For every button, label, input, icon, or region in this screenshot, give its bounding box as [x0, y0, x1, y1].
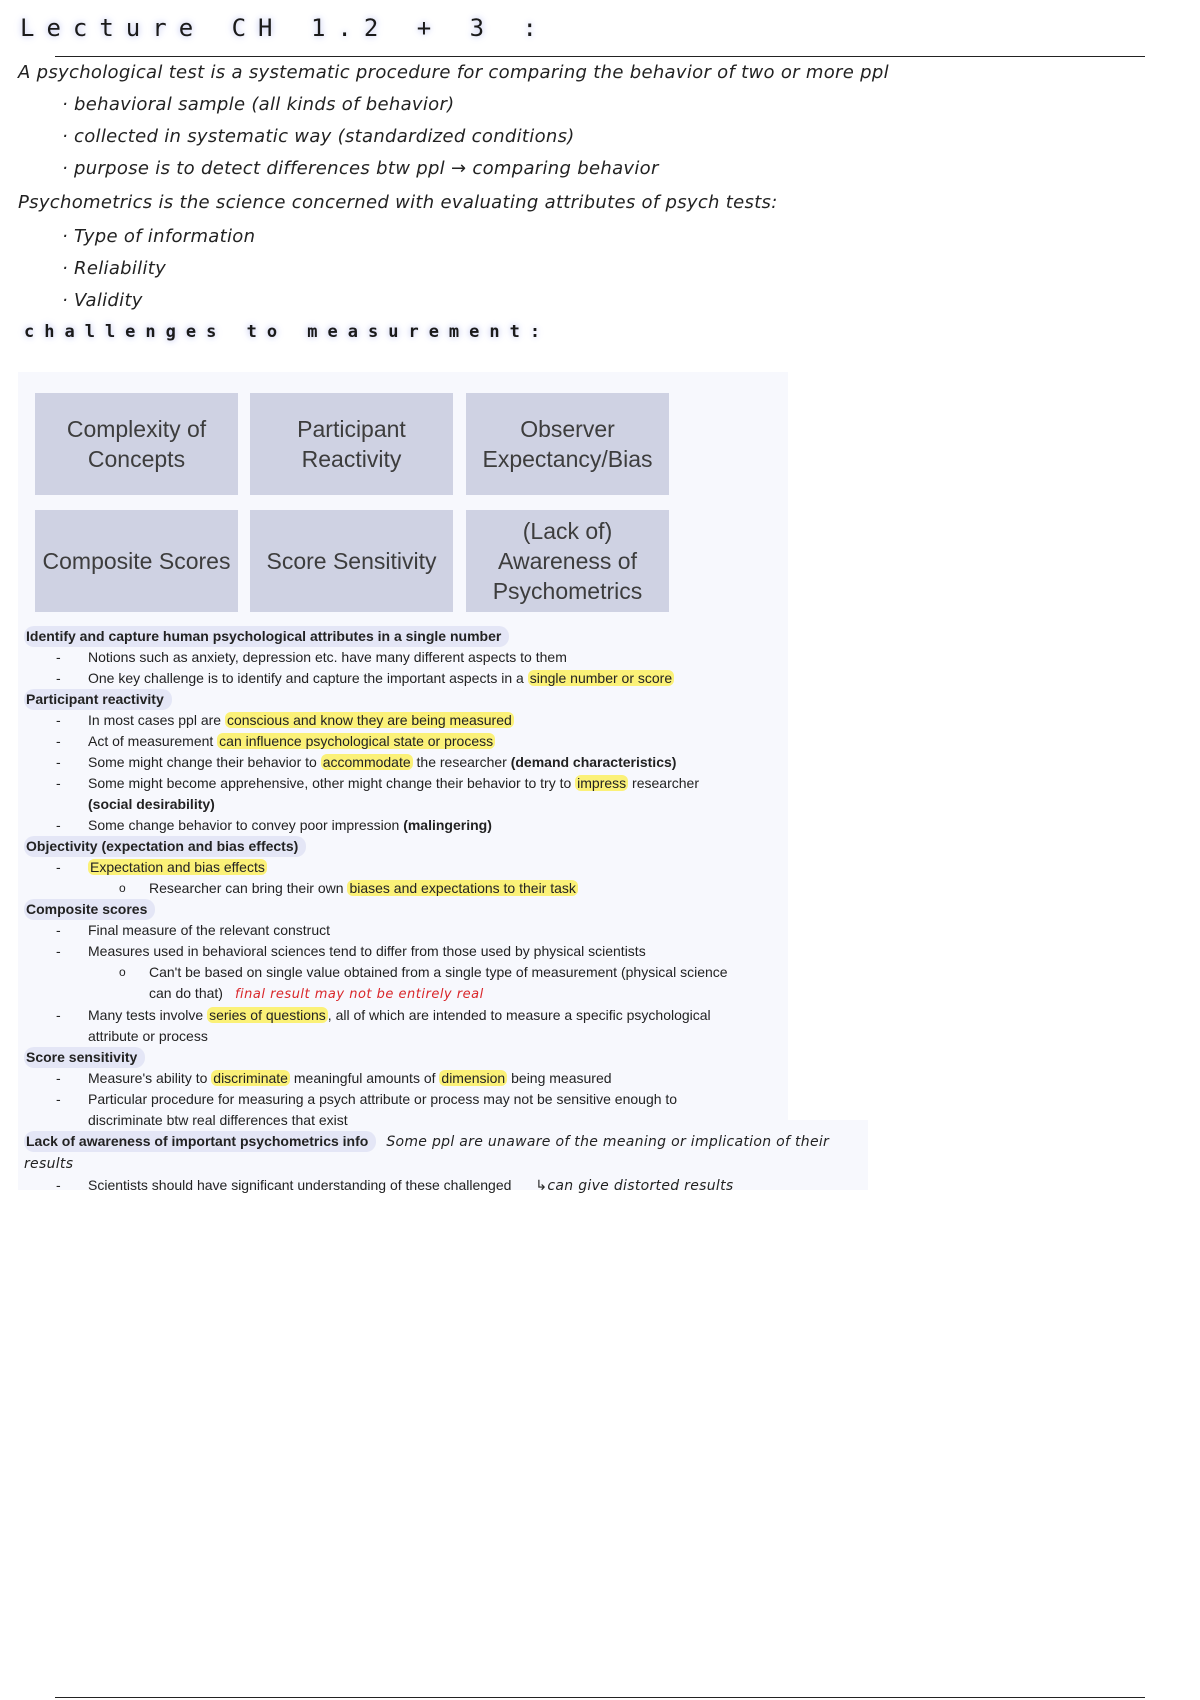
notes-section: Identify and capture human psychological attributes in a single number - Notions such as anxiety, depression etc. have many different aspects to them - One key challenge is to identify and capture the important aspects in a single number or score Participant reactivity - In most cases ppl are conscious and know they are being measured - Act of measurement can influence psychological state or process - Some might change their behavior to accommodate the researcher (demand characteristics) - Some might become apprehensive, other might change their behavior to try to impress researcher (social desirability) - Some change behavior to convey poor impression (malingering) Objectivity (expectation and bias effects) - Expectation and bias effects o Researcher can bring their own biases and expectations to their task Composite scores - Final measure of the relevant construct - Measures used in behavioral sciences tend to differ from those used by physical scientists o Can't be based on single value obtained from a single type of measurement (physical science can do that) final result may not be entirely real - Many tests involve series of questions , all of which are intended to measure a specific psychological attribute or process Score sensitivity - Measure's ability to discriminate meaningful amounts of dimension being measured - Particular procedure for measuring a psych attribute or process may not be sensitive enough to discriminate btw real differences that exist Lack of awareness of important psychometrics info Some ppl are unaware of the meaning or implication of their results - Scientists should have significant understanding of these challenged ↳can give distorted results: [24, 628, 830, 1194]
note-line: One key challenge is to identify and capture the important aspects in a: [88, 670, 528, 686]
note-line: Particular procedure for measuring a psych attribute or process may not be sensitive enough to: [88, 1091, 678, 1107]
note-line: the researcher: [412, 754, 511, 770]
bold-term: (malingering): [403, 817, 492, 833]
note-line: Act of measurement: [88, 733, 218, 749]
highlight: dimension: [441, 1070, 506, 1086]
note-line: Measures used in behavioral sciences tend to differ from those used by physical scientists: [88, 943, 646, 959]
note-line: Notions such as anxiety, depression etc. have many different aspects to them: [88, 649, 567, 665]
highlight: impress: [577, 775, 627, 791]
highlight: single number or score: [529, 670, 673, 686]
section-heading: Identify and capture human psychological attributes in a single number: [24, 626, 509, 647]
psychometrics-point: · Type of information: [62, 226, 255, 247]
challenge-box-reactivity: Participant Reactivity: [250, 393, 453, 495]
note-line: researcher: [628, 775, 699, 791]
highlight: Expectation and bias effects: [90, 859, 265, 875]
page-title: Lecture CH 1.2 + 3 :: [20, 14, 549, 42]
note-line: Some might become apprehensive, other might change their behavior to try to: [88, 775, 576, 791]
bold-term: (demand characteristics): [510, 754, 677, 770]
note-line: Many tests involve: [88, 1007, 208, 1023]
section-heading: Composite scores: [24, 899, 155, 920]
bottom-divider: [55, 1697, 1145, 1698]
test-point: · purpose is to detect differences btw ppl → comparing behavior: [62, 158, 659, 179]
section-heading: Participant reactivity: [24, 689, 172, 710]
highlight: accommodate: [322, 754, 411, 770]
test-definition: A psychological test is a systematic procedure for comparing the behavior of two or more ppl: [18, 62, 889, 83]
highlight: conscious and know they are being measured: [226, 712, 512, 728]
section-heading: Score sensitivity: [24, 1047, 145, 1068]
note-line: can do that): [149, 985, 223, 1001]
challenge-box-complexity: Complexity of Concepts: [35, 393, 238, 495]
note-line: Final measure of the relevant construct: [88, 922, 331, 938]
highlight: biases and expectations to their task: [349, 880, 576, 896]
challenge-box-observer-bias: Observer Expectancy/Bias: [466, 393, 669, 495]
note-line: Some change behavior to convey poor impression: [88, 817, 404, 833]
note-line: Scientists should have significant understanding of these challenged: [88, 1177, 512, 1193]
note-line: Measure's ability to: [88, 1070, 212, 1086]
psychometrics-point: · Reliability: [62, 258, 166, 279]
highlight: can influence psychological state or process: [219, 733, 494, 749]
handwritten-annotation: Some ppl are unaware of the meaning or implication of their results: [24, 1134, 830, 1172]
test-point: · behavioral sample (all kinds of behavior): [62, 94, 455, 115]
bold-term: (social desirability): [88, 796, 215, 812]
note-line: being measured: [507, 1070, 612, 1086]
note-line: meaningful amounts of: [289, 1070, 440, 1086]
note-line: discriminate btw real differences that exist: [88, 1112, 348, 1128]
challenge-box-sensitivity: Score Sensitivity: [250, 510, 453, 612]
note-line: attribute or process: [88, 1028, 208, 1044]
challenges-heading: challenges to measurement:: [24, 322, 551, 342]
highlight: series of questions: [209, 1007, 326, 1023]
title-divider: [55, 56, 1145, 57]
psychometrics-definition: Psychometrics is the science concerned with evaluating attributes of psych tests:: [18, 192, 778, 213]
handwritten-annotation: final result may not be entirely real: [234, 987, 484, 1002]
handwritten-annotation: ↳can give distorted results: [535, 1178, 734, 1194]
note-line: Can't be based on single value obtained from a single type of measurement (physical science: [149, 964, 728, 980]
psychometrics-point: · Validity: [62, 290, 143, 311]
section-heading: Objectivity (expectation and bias effects): [24, 836, 306, 857]
section-heading: Lack of awareness of important psychometrics info: [24, 1131, 376, 1152]
note-line: Researcher can bring their own: [149, 880, 348, 896]
test-point: · collected in systematic way (standardized conditions): [62, 126, 575, 147]
highlight: discriminate: [213, 1070, 288, 1086]
note-line: In most cases ppl are: [88, 712, 225, 728]
note-line: , all of which are intended to measure a specific psychological: [327, 1007, 711, 1023]
challenge-box-awareness: (Lack of) Awareness of Psychometrics: [466, 510, 669, 612]
challenge-box-composite: Composite Scores: [35, 510, 238, 612]
note-line: Some might change their behavior to: [88, 754, 321, 770]
